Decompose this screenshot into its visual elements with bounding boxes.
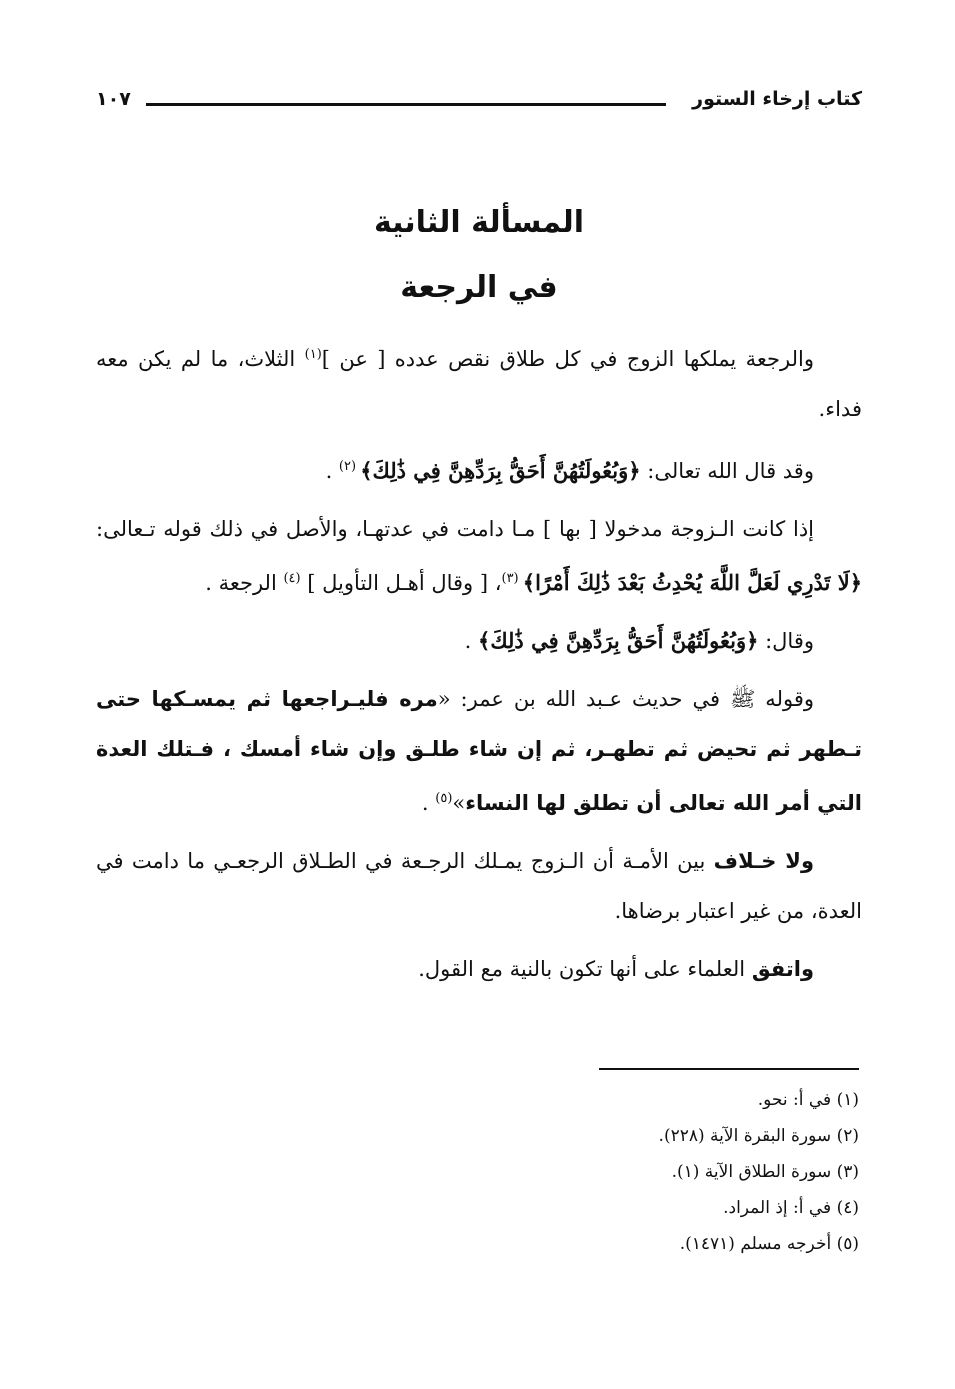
paragraph <box>96 836 862 936</box>
footnote-ref: (٣) <box>501 571 523 586</box>
text-span: الثلاث، ما لم يكن معه فداء. <box>96 347 862 421</box>
text-span: . <box>325 459 339 483</box>
text-span: وقد قال الله تعالى: <box>640 459 814 483</box>
footnote-ref: (٢) <box>338 459 361 474</box>
text-span: بين الأمـة أن الـزوج يمـلك الرجـعة في الطـلاق الرجعـي ما دامت في العدة، من غير اعتبار برضاها. <box>96 849 862 923</box>
paragraph <box>96 330 862 434</box>
lead-word: ولا خـلاف <box>713 849 814 873</box>
lead-word: واتفق <box>751 957 814 981</box>
text-span: . <box>421 791 436 815</box>
text-span: الرجعة . <box>205 571 284 595</box>
text-span: . <box>464 629 479 653</box>
book-title: كتاب إرخاء الستور <box>692 88 862 110</box>
chapter-subheading: في الرجعة <box>400 270 558 305</box>
header-rule <box>146 103 666 106</box>
footnote: (١) في أ: نحو. <box>757 1090 859 1110</box>
chapter-heading: المسألة الثانية <box>373 205 585 240</box>
paragraph <box>96 442 862 496</box>
paragraph <box>96 674 862 828</box>
quran-verse: ﴿وَبُعُولَتُهُنَّ أَحَقُّ بِرَدِّهِنَّ فِي ذَٰلِكَ﴾ <box>478 628 759 653</box>
hadith-text: مره فليـراجعها ثم يمسـكها حتى تـطهر ثم تحيض ثم تطهـر، ثم إن شاء طلـق وإن شاء أمسك ، فـتلك العدة التي أمر الله تعالى أن تطلق لها النساء <box>96 687 862 815</box>
quran-verse: ﴿وَبُعُولَتُهُنَّ أَحَقُّ بِرَدِّهِنَّ فِي ذَٰلِكَ﴾ <box>360 458 641 483</box>
text-span: العلماء على أنها تكون بالنية مع القول. <box>418 957 752 981</box>
text-span: » <box>452 791 466 815</box>
footnote-ref: (٤) <box>283 571 301 586</box>
footnote-separator <box>599 1068 859 1070</box>
text-span: وقوله ﷺ في حديث عـبد الله بن عمر: « <box>437 687 814 711</box>
quran-verse: ﴿لَا تَدْرِي لَعَلَّ اللَّهَ يُحْدِثُ بَعْدَ ذَٰلِكَ أَمْرًا﴾ <box>522 570 862 595</box>
footnote-ref: (٥) <box>435 791 453 806</box>
footnote: (٣) سورة الطلاق الآية (١). <box>671 1162 859 1182</box>
text-span: إذا كانت الـزوجة مدخولا [ بها ] مـا دامت في عدتهـا، والأصل في ذلك قوله تـعالى: <box>96 517 814 541</box>
footnotes <box>359 1082 859 1262</box>
text-span: والرجعة يملكها الزوج في كل طلاق نقص عدده [ عن ] <box>321 347 814 371</box>
paragraph <box>96 944 862 994</box>
body-text <box>96 330 862 1002</box>
paragraph <box>96 504 862 608</box>
footnote: (٢) سورة البقرة الآية (٢٢٨). <box>658 1126 859 1146</box>
footnote: (٤) في أ: إذ المراد. <box>723 1198 859 1218</box>
paragraph <box>96 616 862 666</box>
text-span: وقال: <box>758 629 814 653</box>
footnote-ref: (١) <box>304 347 322 362</box>
footnote: (٥) أخرجه مسلم (١٤٧١). <box>679 1234 859 1254</box>
text-span: ، [ وقال أهـل التأويل ] <box>300 571 502 595</box>
page-number: ١٠٧ <box>96 88 131 110</box>
running-header <box>96 88 862 120</box>
